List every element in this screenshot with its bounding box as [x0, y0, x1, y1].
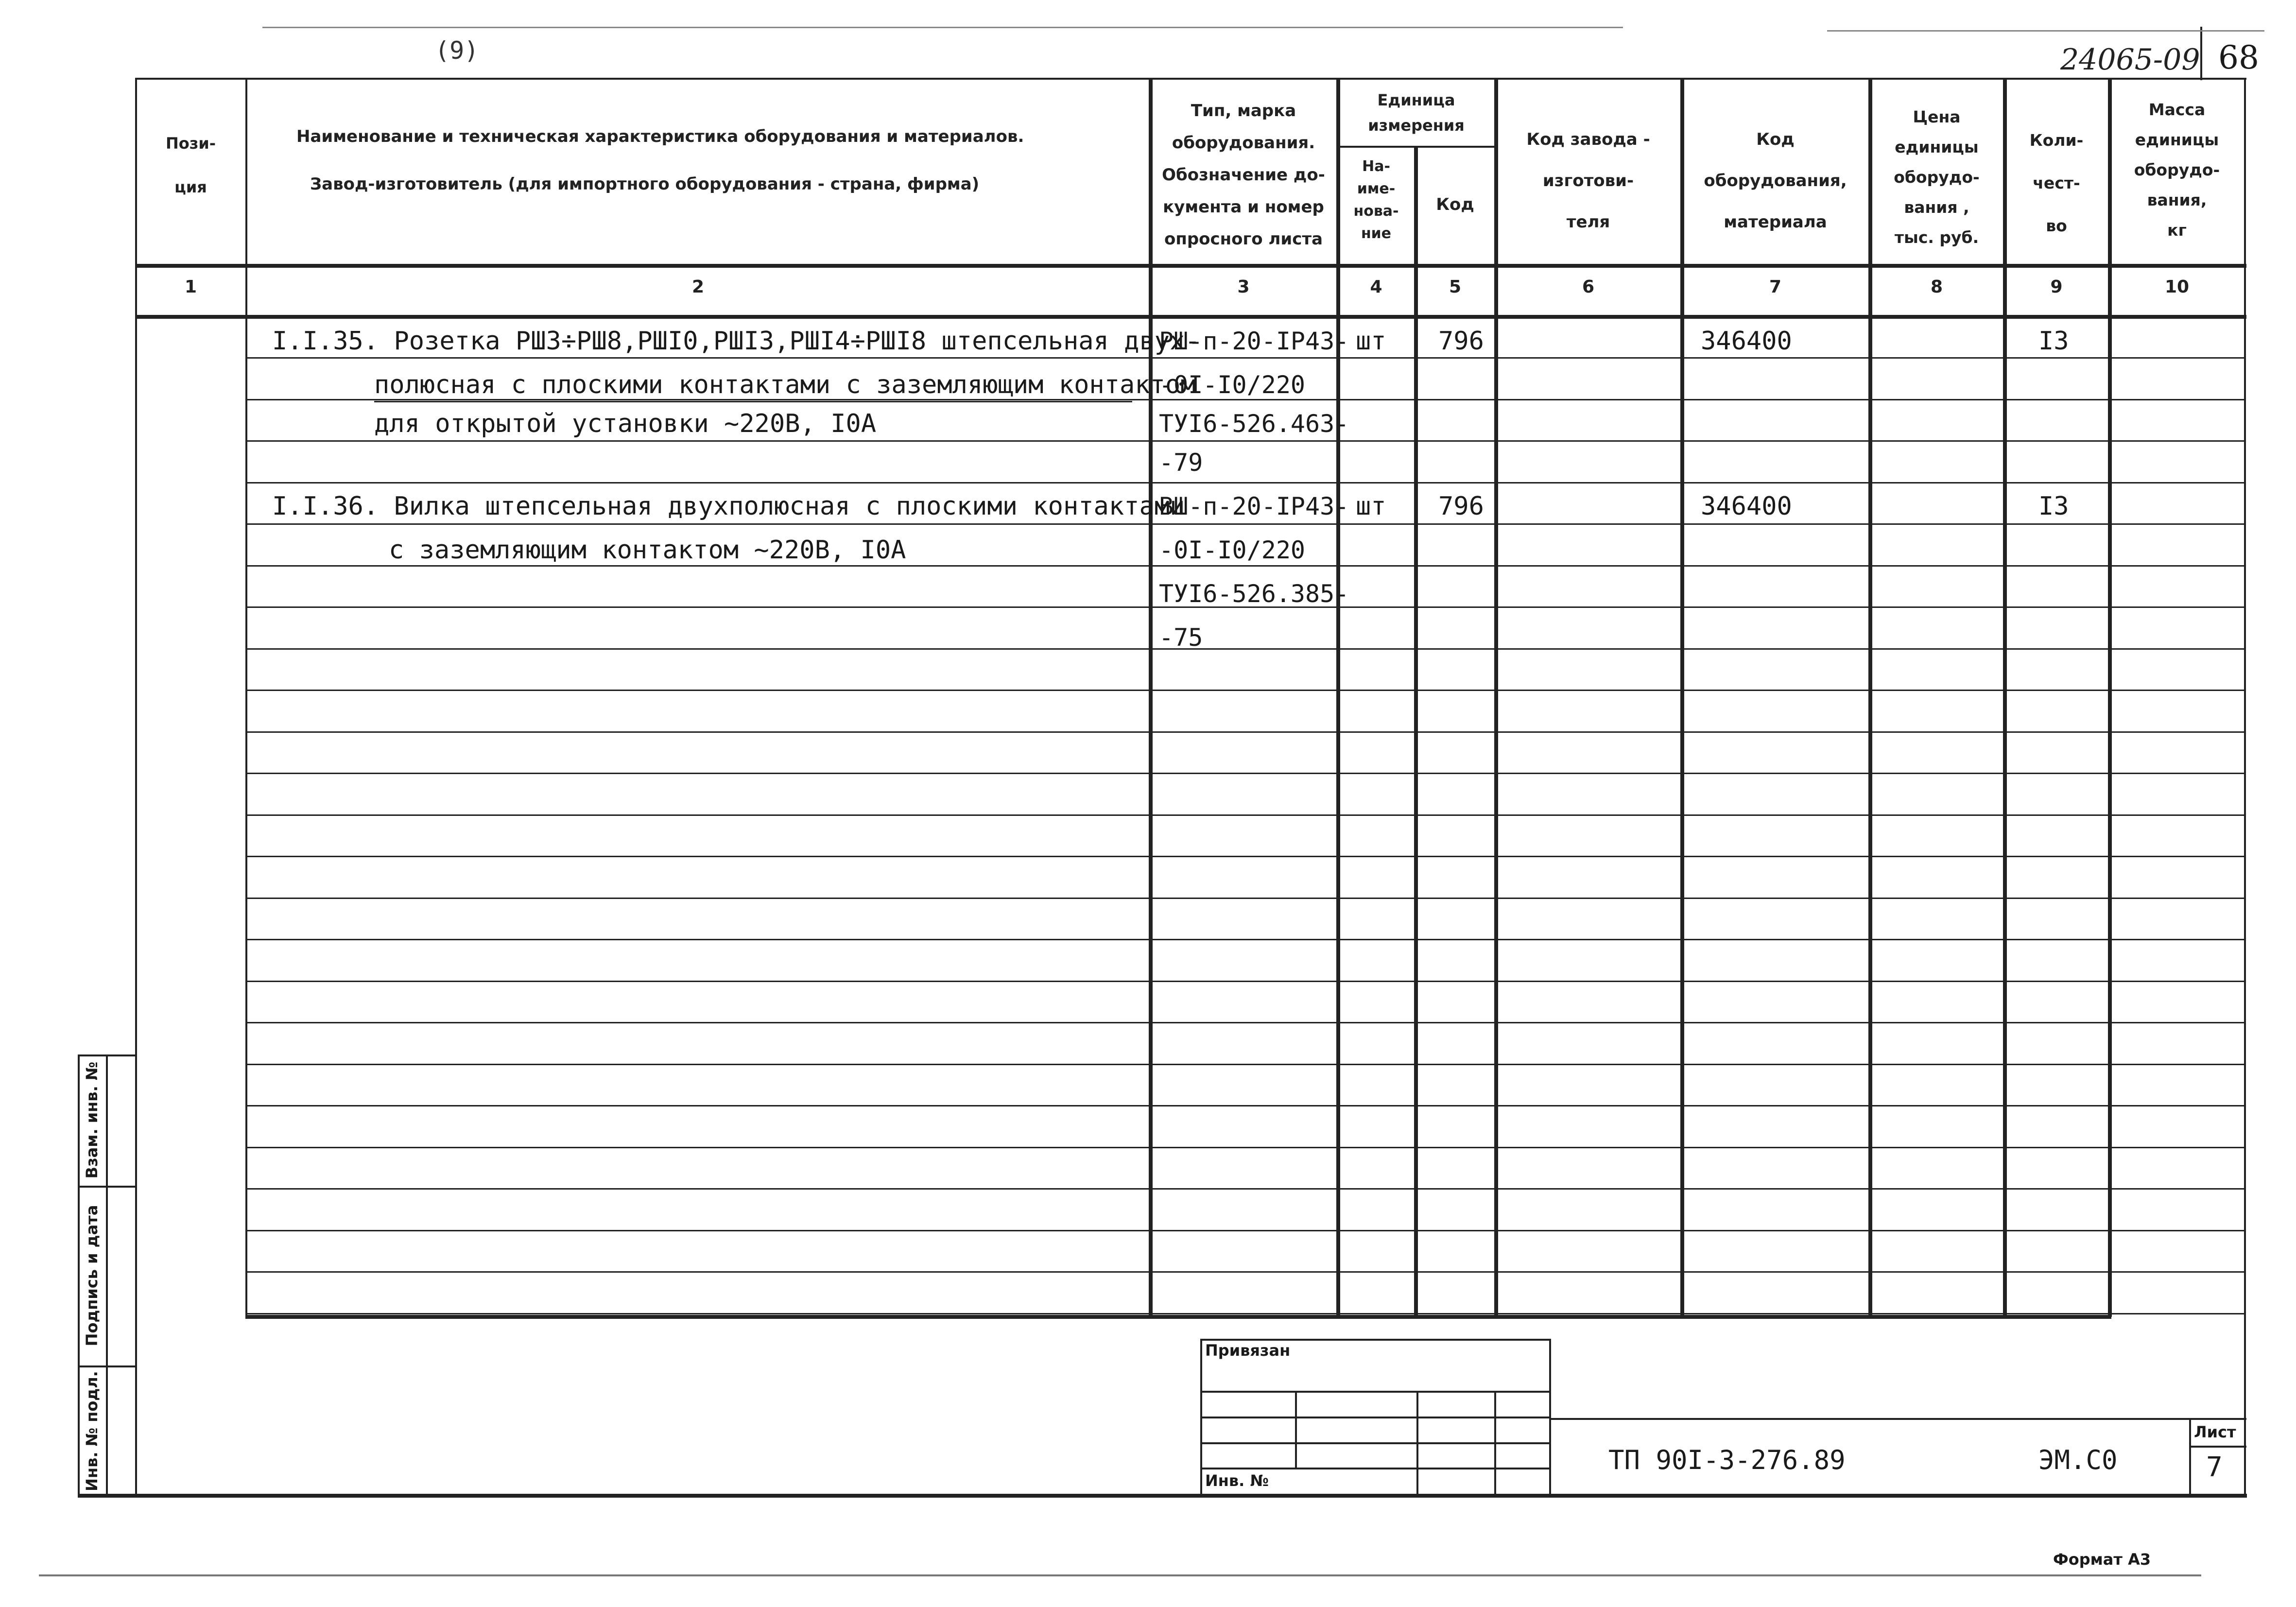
frame-right	[2244, 78, 2246, 1497]
page-number: 68	[2218, 39, 2259, 76]
frame-top	[135, 78, 2246, 80]
row-line	[245, 357, 2245, 359]
row-5-unit-code: 796	[1438, 492, 1484, 521]
row-1-unit-code: 796	[1438, 327, 1484, 356]
row-5-quantity: I3	[2038, 492, 2069, 521]
unit-subheader-line	[1336, 146, 1494, 148]
column-number-8: 8	[1930, 277, 1943, 297]
stamp-top-line	[1549, 1418, 2246, 1420]
column-number-9: 9	[2050, 277, 2063, 297]
column-number-3: 3	[1237, 277, 1250, 297]
side-stamp-mid-line	[106, 1054, 108, 1497]
column-number-1: 1	[184, 277, 197, 297]
row-line	[245, 1230, 2245, 1231]
row-line	[245, 773, 2245, 774]
row-3-name: для открытой установки ~220В, I0А	[374, 409, 877, 438]
row-line	[245, 981, 2245, 982]
row-line	[245, 690, 2245, 691]
row-line	[245, 523, 2245, 525]
side-stamp-left-line	[78, 1054, 80, 1497]
side-stamp-vzam: Взам. инв. №	[83, 1061, 101, 1179]
bottom-scan-edge	[39, 1574, 2201, 1576]
row-5-equipment-code: 346400	[1701, 492, 1792, 521]
column-number-7: 7	[1769, 277, 1782, 297]
side-stamp-line-1	[78, 1186, 136, 1188]
header-equipment-code: Код оборудования, материала	[1704, 130, 1847, 232]
title-block-sheet-number: 7	[2206, 1451, 2223, 1483]
row-2-name: полюсная с плоскими контактами с заземляющим контактом	[374, 370, 1196, 399]
header-position: Пози- ция	[165, 134, 216, 196]
row-line	[245, 731, 2245, 733]
row-1-name: I.I.35. Розетка РШ3÷РШ8,РШI0,РШI3,РШI4÷РШI8 штепсельная двух-	[272, 327, 1200, 356]
row-3-type: ТУI6-526.463-	[1159, 410, 1349, 438]
column-number-5: 5	[1449, 277, 1462, 297]
row-1-type: РШ-п-20-IP43-	[1159, 327, 1349, 355]
row-line	[245, 856, 2245, 857]
row-line	[245, 898, 2245, 899]
col-divider-7	[1868, 78, 1872, 1317]
column-number-10: 10	[2164, 277, 2190, 297]
header-type: Тип, марка оборудования. Обозначение до- кумента и номер опросного листа	[1162, 101, 1325, 249]
column-number-6: 6	[1582, 277, 1595, 297]
col-divider-6	[1680, 78, 1684, 1317]
row-line	[245, 1022, 2245, 1023]
header-name-line2: Завод-изготовитель (для импортного оборудования - страна, фирма)	[310, 174, 980, 194]
row-5-type: ВШ-п-20-IP43-	[1159, 492, 1349, 520]
column-number-4: 4	[1370, 277, 1382, 297]
row-line	[245, 1105, 2245, 1106]
row-1-quantity: I3	[2038, 327, 2069, 356]
title-block-inv-no: Инв. №	[1205, 1471, 1269, 1490]
row-line	[245, 565, 2245, 567]
row-line	[245, 648, 2245, 650]
row-4-type: -79	[1159, 449, 1203, 477]
row-line	[245, 1271, 2245, 1273]
row-line	[245, 1064, 2245, 1065]
frame-bottom	[78, 1494, 2247, 1498]
col-divider-1	[245, 78, 247, 1317]
col-divider-5	[1494, 78, 1498, 1317]
sheet-box-left	[2189, 1418, 2191, 1496]
page-number-divider	[2200, 27, 2202, 80]
row-8-type: -75	[1159, 623, 1203, 652]
row-1-unit: шт	[1356, 327, 1386, 356]
row-5-name: I.I.36. Вилка штепсельная двухполюсная с плоскими контактами	[272, 492, 1185, 521]
header-plant-code: Код завода - изготови- теля	[1526, 130, 1650, 232]
col-divider-2	[1149, 78, 1153, 1317]
row-line	[245, 482, 2245, 484]
row-2-type: -0I-I0/220	[1159, 371, 1306, 399]
row-line	[245, 1313, 2245, 1314]
row-6-name: с заземляющим контактом ~220В, I0А	[389, 536, 906, 565]
col-divider-9	[2108, 78, 2112, 1317]
sheet-box-mid	[2189, 1446, 2246, 1448]
row-line	[245, 814, 2245, 816]
title-block-privyazan: Привязан	[1205, 1341, 1291, 1360]
title-block-line-b	[1200, 1417, 1550, 1418]
col-divider-3	[1336, 78, 1340, 1317]
header-unit-code: Код	[1436, 195, 1474, 214]
document-number-handwritten: 24065-09	[2060, 43, 2200, 77]
title-block-v2	[1295, 1391, 1297, 1468]
title-block-sheet-label: Лист	[2194, 1423, 2236, 1441]
side-stamp-inv-podl: Инв. № подл.	[83, 1371, 101, 1491]
top-scan-edge-right	[1827, 30, 2264, 32]
header-bottom-line	[135, 264, 2246, 268]
side-stamp-podpis: Подпись и дата	[83, 1205, 101, 1347]
row-line	[245, 440, 2245, 442]
format-label: Формат А3	[2053, 1550, 2151, 1569]
side-stamp-top	[78, 1054, 136, 1056]
column-number-bottom-line	[135, 315, 2246, 319]
title-block-section: ЭМ.С0	[2038, 1445, 2118, 1475]
title-block-v4	[1494, 1391, 1496, 1497]
title-block-line-a	[1200, 1391, 1550, 1393]
title-block-designation: ТП 90I-3-276.89	[1608, 1445, 1846, 1475]
table-body-bottom-line	[245, 1315, 2111, 1319]
header-mass: Масса единицы оборудо- вания, кг	[2134, 100, 2220, 240]
title-block-v3	[1416, 1391, 1418, 1497]
row-5-unit: шт	[1356, 492, 1386, 521]
header-unit-name: На- име- нова- ние	[1353, 158, 1399, 242]
header-quantity: Коли- чест- во	[2029, 131, 2084, 235]
header-name-line1: Наименование и техническая характеристика оборудования и материалов.	[296, 127, 1024, 146]
title-block-line-d	[1200, 1468, 1550, 1469]
row-line	[245, 1188, 2245, 1190]
header-unit-group: Единица измерения	[1368, 91, 1465, 135]
row-1-equipment-code: 346400	[1701, 327, 1792, 356]
row-2-underline	[374, 401, 1132, 402]
column-number-2: 2	[691, 277, 705, 297]
row-line	[245, 1147, 2245, 1148]
row-6-type: -0I-I0/220	[1159, 536, 1306, 564]
row-line	[245, 939, 2245, 940]
top-scan-edge	[262, 27, 1623, 28]
row-7-type: ТУI6-526.385-	[1159, 580, 1349, 608]
title-block-top-line	[1200, 1339, 1550, 1341]
col-divider-8	[2003, 78, 2007, 1317]
sheet-mark-left: (9)	[435, 36, 479, 65]
header-price: Цена единицы оборудо- вания , тыс. руб.	[1894, 107, 1980, 247]
title-block-line-c	[1200, 1442, 1550, 1444]
